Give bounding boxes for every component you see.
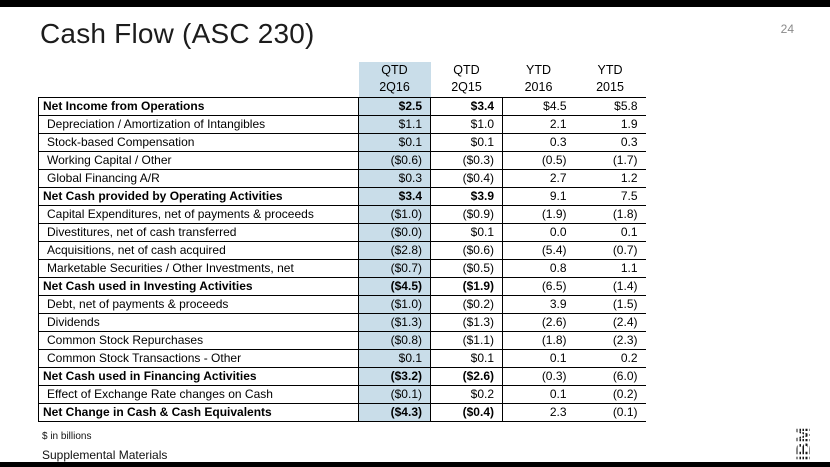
- row-value: $3.4: [431, 98, 503, 116]
- column-header-ytd-2016-line2: 2016: [524, 80, 553, 94]
- slide-title: Cash Flow (ASC 230): [40, 18, 315, 49]
- row-value: (1.8): [575, 206, 646, 224]
- row-value: ($0.3): [431, 152, 503, 170]
- row-value: (1.5): [575, 296, 646, 314]
- row-value: ($0.4): [431, 170, 503, 188]
- row-value: ($0.7): [359, 260, 431, 278]
- row-value: 1.1: [575, 260, 646, 278]
- row-label: Global Financing A/R: [39, 170, 359, 188]
- row-value: ($0.0): [359, 224, 431, 242]
- row-value: $2.5: [359, 98, 431, 116]
- row-value: (0.7): [575, 242, 646, 260]
- row-value: (1.9): [503, 206, 575, 224]
- row-value: ($3.2): [359, 368, 431, 386]
- row-value: (2.3): [575, 332, 646, 350]
- table-header: [39, 62, 646, 98]
- row-value: $0.1: [359, 350, 431, 368]
- row-value: $5.8: [575, 98, 646, 116]
- row-value: ($0.8): [359, 332, 431, 350]
- row-value: 0.0: [503, 224, 575, 242]
- row-value: (6.5): [503, 278, 575, 296]
- column-header-ytd-2015-line1: YTD: [597, 63, 623, 77]
- row-label: Net Income from Operations: [39, 98, 359, 116]
- row-value: ($0.9): [431, 206, 503, 224]
- ibm-logo: IBM: [793, 427, 814, 461]
- row-value: ($1.1): [431, 332, 503, 350]
- row-value: (0.3): [503, 368, 575, 386]
- row-label: Working Capital / Other: [39, 152, 359, 170]
- table-row: [39, 260, 646, 278]
- row-label: Debt, net of payments & proceeds: [39, 296, 359, 314]
- column-header-qtd-2q15-line2: 2Q15: [451, 80, 482, 94]
- row-value: 0.2: [575, 350, 646, 368]
- bottom-black-bar: [0, 462, 830, 467]
- row-label: Effect of Exchange Rate changes on Cash: [39, 386, 359, 404]
- row-label: Net Cash used in Investing Activities: [39, 278, 359, 296]
- row-value: 0.1: [575, 224, 646, 242]
- table-row: [39, 386, 646, 404]
- row-value: ($1.0): [359, 206, 431, 224]
- row-value: ($0.6): [359, 152, 431, 170]
- table-row: [39, 206, 646, 224]
- row-value: 0.8: [503, 260, 575, 278]
- row-value: ($0.1): [359, 386, 431, 404]
- row-label: Dividends: [39, 314, 359, 332]
- row-label: Net Cash provided by Operating Activities: [39, 188, 359, 206]
- row-value: 0.1: [503, 386, 575, 404]
- row-value: (0.2): [575, 386, 646, 404]
- row-value: ($4.5): [359, 278, 431, 296]
- page-number: 24: [780, 22, 794, 36]
- row-value: ($1.0): [359, 296, 431, 314]
- table-row: [39, 368, 646, 386]
- table-row: [39, 404, 646, 422]
- column-header-ytd-2016-line1: YTD: [526, 63, 551, 77]
- row-label: Acquisitions, net of cash acquired: [39, 242, 359, 260]
- cashflow-table: [38, 62, 646, 422]
- column-header-qtd-2q16-line1: QTD: [359, 62, 431, 79]
- row-value: 0.3: [575, 134, 646, 152]
- column-header-ytd-2015-line2: 2015: [596, 80, 624, 94]
- row-value: 2.1: [503, 116, 575, 134]
- top-black-bar: [0, 0, 830, 7]
- row-value: ($1.9): [431, 278, 503, 296]
- table-row: [39, 350, 646, 368]
- table-row: [39, 296, 646, 314]
- row-value: ($2.6): [431, 368, 503, 386]
- row-label: Divestitures, net of cash transferred: [39, 224, 359, 242]
- row-label: Common Stock Transactions - Other: [39, 350, 359, 368]
- row-value: $0.1: [359, 134, 431, 152]
- row-value: $3.9: [431, 188, 503, 206]
- row-label: Marketable Securities / Other Investments, net: [39, 260, 359, 278]
- row-value: ($4.3): [359, 404, 431, 422]
- row-value: ($1.3): [359, 314, 431, 332]
- row-value: ($1.3): [431, 314, 503, 332]
- table-row: [39, 278, 646, 296]
- row-value: ($0.4): [431, 404, 503, 422]
- table-row: [39, 332, 646, 350]
- row-value: $3.4: [359, 188, 431, 206]
- row-value: (2.4): [575, 314, 646, 332]
- row-value: (0.5): [503, 152, 575, 170]
- row-value: 9.1: [503, 188, 575, 206]
- row-value: (0.1): [575, 404, 646, 422]
- column-header-qtd-2q15-line1: QTD: [453, 63, 480, 77]
- row-value: $0.1: [431, 224, 503, 242]
- table-row: [39, 224, 646, 242]
- row-label: Common Stock Repurchases: [39, 332, 359, 350]
- row-value: ($2.8): [359, 242, 431, 260]
- table-row: [39, 170, 646, 188]
- cashflow-table-container: [38, 62, 646, 422]
- row-label: Depreciation / Amortization of Intangibles: [39, 116, 359, 134]
- row-value: 0.1: [503, 350, 575, 368]
- row-value: $0.3: [359, 170, 431, 188]
- footer-label: Supplemental Materials: [42, 448, 168, 462]
- row-value: 1.2: [575, 170, 646, 188]
- row-value: (5.4): [503, 242, 575, 260]
- row-value: (1.4): [575, 278, 646, 296]
- row-value: ($0.5): [431, 260, 503, 278]
- table-row: [39, 116, 646, 134]
- table-row: [39, 152, 646, 170]
- row-value: (1.8): [503, 332, 575, 350]
- table-row: [39, 314, 646, 332]
- row-value: (6.0): [575, 368, 646, 386]
- row-value: $0.2: [431, 386, 503, 404]
- row-value: (1.7): [575, 152, 646, 170]
- row-value: $4.5: [503, 98, 575, 116]
- row-value: 1.9: [575, 116, 646, 134]
- row-value: $0.1: [431, 134, 503, 152]
- row-value: 2.7: [503, 170, 575, 188]
- row-value: 0.3: [503, 134, 575, 152]
- row-value: $1.0: [431, 116, 503, 134]
- row-value: (2.6): [503, 314, 575, 332]
- column-header-qtd-2q16-line2: 2Q16: [359, 79, 431, 98]
- row-value: ($0.2): [431, 296, 503, 314]
- row-label: Net Cash used in Financing Activities: [39, 368, 359, 386]
- row-label: Net Change in Cash & Cash Equivalents: [39, 404, 359, 422]
- footnote: $ in billions: [42, 431, 92, 442]
- row-label: Stock-based Compensation: [39, 134, 359, 152]
- table-row: [39, 242, 646, 260]
- row-label: Capital Expenditures, net of payments & proceeds: [39, 206, 359, 224]
- row-value: ($0.6): [431, 242, 503, 260]
- table-row: [39, 134, 646, 152]
- row-value: $0.1: [431, 350, 503, 368]
- row-value: 7.5: [575, 188, 646, 206]
- table-row: [39, 98, 646, 116]
- header-spacer: [39, 62, 359, 79]
- row-value: $1.1: [359, 116, 431, 134]
- row-value: 3.9: [503, 296, 575, 314]
- row-value: 2.3: [503, 404, 575, 422]
- cashflow-table-body: [39, 98, 646, 422]
- table-row: [39, 188, 646, 206]
- header-spacer: [39, 79, 359, 98]
